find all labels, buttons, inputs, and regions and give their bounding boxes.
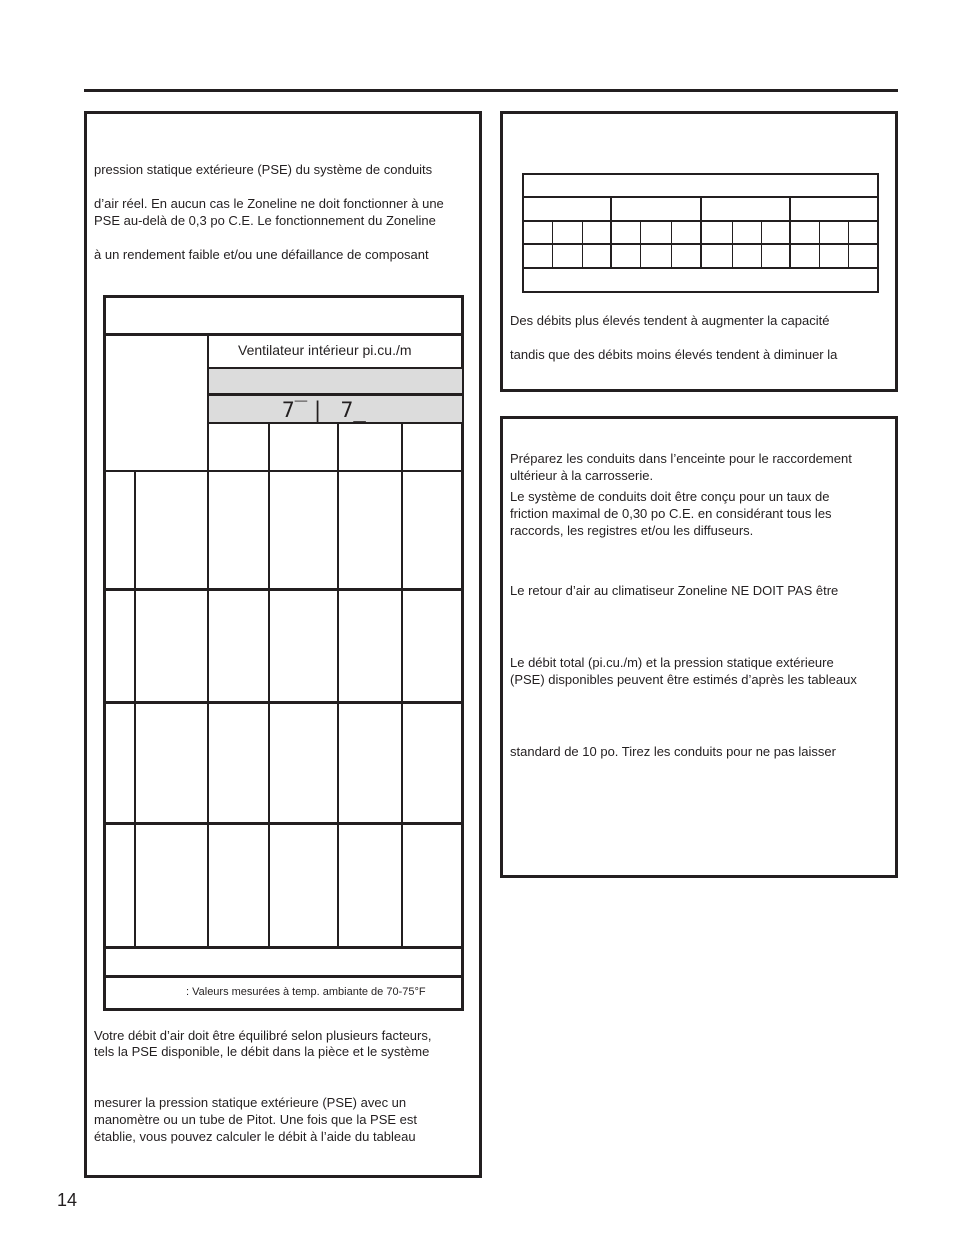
table-line [401, 424, 403, 948]
table-line [700, 197, 702, 268]
left-bottom-line: tels la PSE disponible, le débit dans la pièce et le système [94, 1044, 430, 1059]
right-bottom-line: Le débit total (pi.cu./m) et la pression statique extérieure [510, 655, 834, 670]
table-line [103, 822, 464, 825]
table-line [819, 221, 820, 268]
table-line [732, 221, 733, 268]
left-text-line: pression statique extérieure (PSE) du système de conduits [94, 162, 433, 177]
left-bottom-line: établie, vous pouvez calculer le débit à l’aide du tableau [94, 1129, 416, 1144]
left-bottom-line: manomètre ou un tube de Pitot. Une fois que la PSE est [94, 1112, 418, 1127]
page-number: 14 [57, 1190, 78, 1210]
right-bottom-line: standard de 10 po. Tirez les conduits pour ne pas laisser [510, 744, 836, 759]
table-line [552, 221, 553, 268]
table-line [103, 333, 464, 336]
fan-speed-label: 7̅ | 7̲ [282, 398, 368, 422]
table-line [848, 221, 849, 268]
table-line [134, 472, 136, 948]
table-line [208, 422, 464, 424]
right-bottom-line: Le système de conduits doit être conçu pour un taux de [510, 489, 830, 504]
speed-header-band [209, 369, 462, 393]
table-line [582, 221, 583, 268]
table-line [789, 197, 791, 268]
table-footnote: : Valeurs mesurées à temp. ambiante de 70-75°F [186, 986, 426, 998]
right-bottom-line: (PSE) disponibles peuvent être estimés d’après les tableaux [510, 672, 857, 687]
right-bottom-line: ultérieur à la carrosserie. [510, 468, 654, 483]
fan-cfm-header: Ventilateur intérieur pi.cu./m [238, 342, 412, 358]
right-bottom-line: Le retour d’air au climatiseur Zoneline NE DOIT PAS être [510, 583, 839, 598]
right-bottom-line: friction maximal de 0,30 po C.E. en considérant tous les [510, 506, 832, 521]
left-bottom-line: mesurer la pression statique extérieure (PSE) avec un [94, 1095, 407, 1110]
left-text-line: PSE au-delà de 0,3 po C.E. Le fonctionnement du Zoneline [94, 213, 436, 228]
right-bottom-line: raccords, les registres et/ou les diffuseurs. [510, 523, 754, 538]
right-bottom-panel [500, 416, 898, 878]
table-line [103, 946, 464, 949]
left-text-line: d’air réel. En aucun cas le Zoneline ne doit fonctionner à une [94, 196, 444, 211]
table-line [671, 221, 672, 268]
table-line [761, 221, 762, 268]
table-line [207, 336, 209, 948]
table-line [103, 588, 464, 591]
left-text-line: à un rendement faible et/ou une défaillance de composant [94, 247, 429, 262]
table-line [337, 424, 339, 948]
table-line [610, 197, 612, 268]
right-top-line: tandis que des débits moins élevés tendent à diminuer la [510, 347, 838, 362]
table-line [103, 470, 464, 472]
table-line [103, 701, 464, 704]
left-bottom-line: Votre débit d’air doit être équilibré selon plusieurs facteurs, [94, 1028, 432, 1043]
right-bottom-line: Préparez les conduits dans l’enceinte pour le raccordement [510, 451, 852, 466]
table-line [268, 424, 270, 948]
right-top-line: Des débits plus élevés tendent à augmenter la capacité [510, 313, 830, 328]
header-rule [84, 89, 898, 92]
table-line [640, 221, 641, 268]
table-line [103, 975, 464, 978]
